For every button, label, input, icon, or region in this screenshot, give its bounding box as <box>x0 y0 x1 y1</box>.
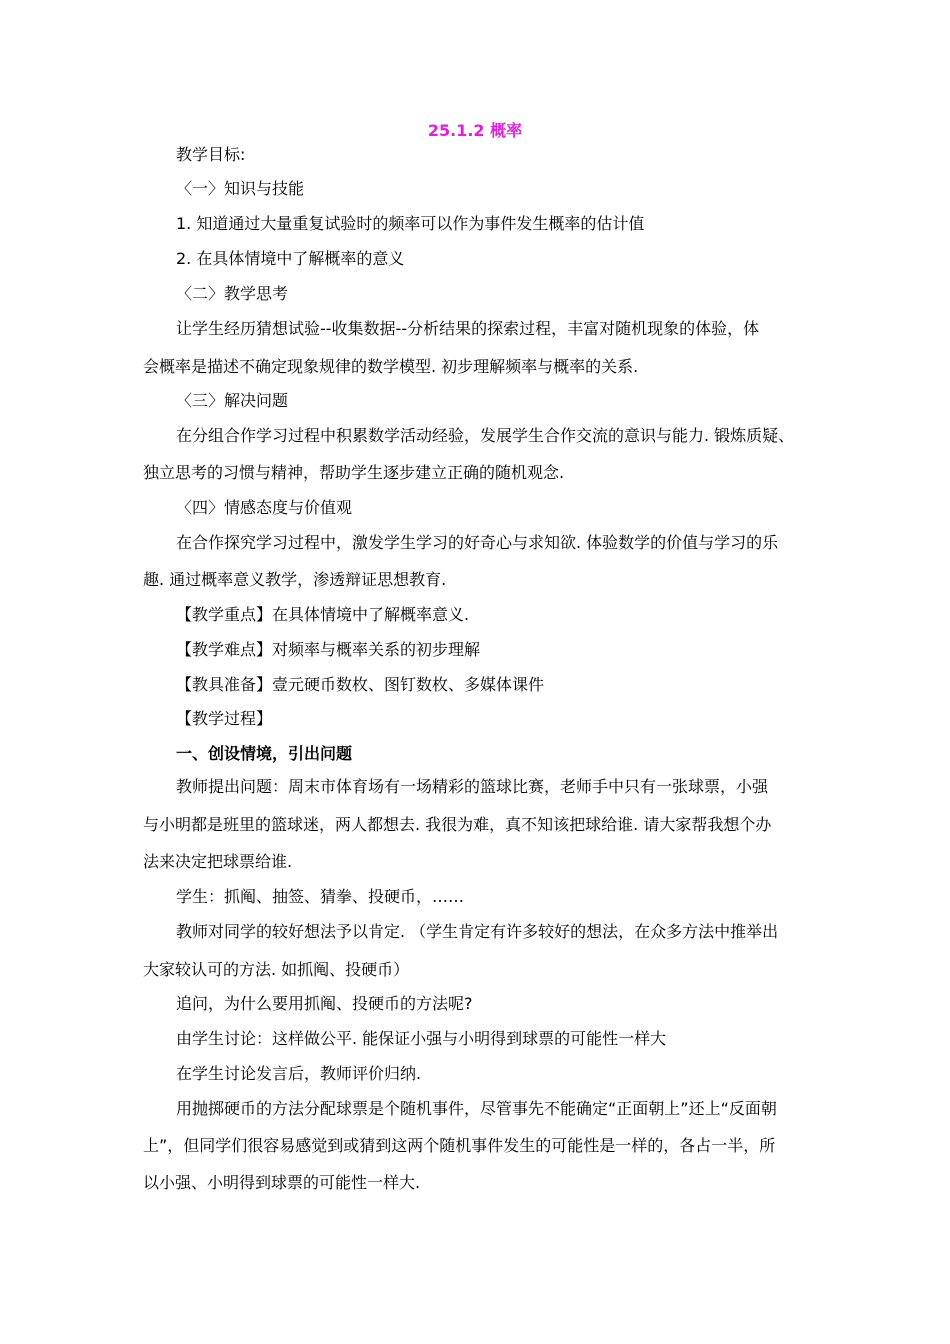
paragraph-line: 法来决定把球票给谁. <box>143 852 293 871</box>
paragraph-line: 让学生经历猜想试验--收集数据--分析结果的探索过程，丰富对随机现象的体验，体 <box>176 319 760 338</box>
paragraph-line: 趣. 通过概率意义教学，渗透辩证思想教育. <box>143 570 447 589</box>
part-one-heading: 一、创设情境，引出问题 <box>176 744 353 763</box>
paragraph-line: 学生：抓阄、抽签、猜拳、投硬币，…… <box>176 887 465 906</box>
paragraph-line: 上”，但同学们很容易感觉到或猜到这两个随机事件发生的可能性是一样的，各占一半，所 <box>143 1136 776 1155</box>
section-knowledge-skills: 〈一〉知识与技能 <box>176 179 305 198</box>
teaching-aids: 【教具准备】壹元硬币数枚、图钉数枚、多媒体课件 <box>176 675 545 694</box>
section-emotion-values: 〈四〉情感态度与价值观 <box>176 498 353 517</box>
teaching-goals-heading: 教学目标: <box>176 145 246 164</box>
paragraph-line: 大家较认可的方法. 如抓阄、投硬币） <box>143 960 410 979</box>
paragraph-line: 追问，为什么要用抓阄、投硬币的方法呢? <box>176 994 473 1013</box>
document-title: 25.1.2 概率 <box>427 121 523 140</box>
key-point: 【教学重点】在具体情境中了解概率意义. <box>176 605 470 624</box>
paragraph-line: 在学生讨论发言后，教师评价归纳. <box>176 1064 422 1083</box>
paragraph-line: 在分组合作学习过程中积累数学活动经验，发展学生合作交流的意识与能力. 锻炼质疑、 <box>176 426 795 445</box>
paragraph-line: 会概率是描述不确定现象规律的数学模型. 初步理解频率与概率的关系. <box>143 357 639 376</box>
paragraph-line: 在合作探究学习过程中，激发学生学习的好奇心与求知欲. 体验数学的价值与学习的乐 <box>176 533 779 552</box>
section-problem-solving: 〈三〉解决问题 <box>176 391 289 410</box>
paragraph-line: 教师提出问题：周末市体育场有一场精彩的篮球比赛，老师手中只有一张球票，小强 <box>176 777 769 796</box>
paragraph-line: 独立思考的习惯与精神，帮助学生逐步建立正确的随机观念. <box>143 463 565 482</box>
paragraph-line: 由学生讨论：这样做公平. 能保证小强与小明得到球票的可能性一样大 <box>176 1029 667 1048</box>
section-teaching-thinking: 〈二〉教学思考 <box>176 284 289 303</box>
paragraph-line: 用抛掷硬币的方法分配球票是个随机事件，尽管事先不能确定“正面朝上”还上“反面朝 <box>176 1099 777 1118</box>
goal-item-1: 1. 知道通过大量重复试验时的频率可以作为事件发生概率的估计值 <box>176 214 645 233</box>
goal-item-2: 2. 在具体情境中了解概率的意义 <box>176 249 405 268</box>
paragraph-line: 教师对同学的较好想法予以肯定. （学生肯定有许多较好的想法，在众多方法中推举出 <box>176 922 779 941</box>
paragraph-line: 与小明都是班里的篮球迷，两人都想去. 我很为难，真不知该把球给谁. 请大家帮我想个办 <box>143 815 772 834</box>
paragraph-line: 以小强、小明得到球票的可能性一样大. <box>143 1173 421 1192</box>
teaching-process-heading: 【教学过程】 <box>176 709 273 728</box>
difficult-point: 【教学难点】对频率与概率关系的初步理解 <box>176 640 481 659</box>
